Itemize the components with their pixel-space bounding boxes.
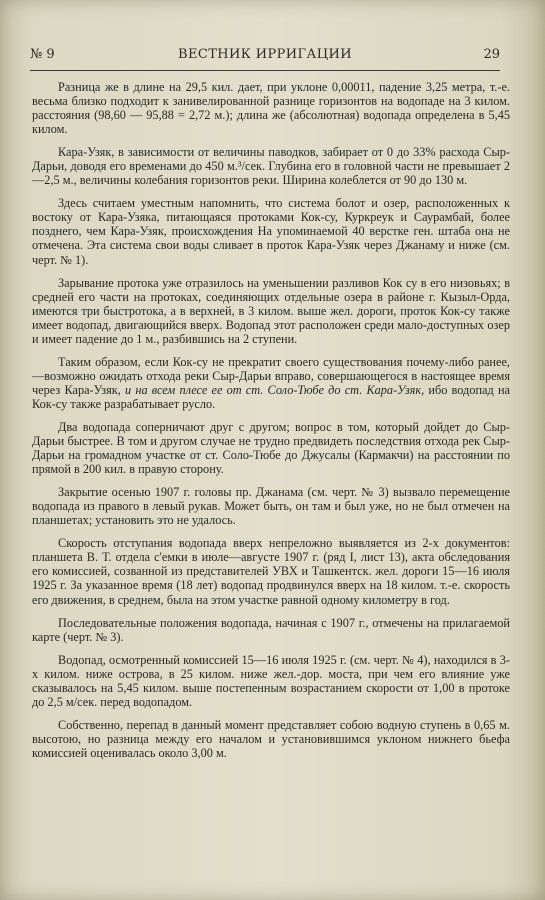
journal-title: ВЕСТНИК ИРРИГАЦИИ — [178, 47, 352, 62]
issue-number: № 9 — [30, 47, 55, 62]
paragraph: Закрытие осенью 1907 г. головы пр. Джанама (см. черт. № 3) вызвало перемещение водопада из правого в левый рукав. Может быть, он там и был уже, но не был отмечен на планшетах; установить это не удалось. — [32, 485, 510, 528]
paragraph-text: Таким образом, если Кок-су не прекратит своего существования почему-либо ранее,—возможно ожидать отхода реки Сыр-Дарьи вправо, совершающегося в настоящее время через Кара-Узяк, — [32, 354, 510, 397]
running-head — [30, 47, 500, 67]
paragraph: Здесь считаем уместным напомнить, что система болот и озер, расположенных к востоку от Кара-Узяка, питающаяся протоками Кок-су, Куркреук и Саурамбай, более позднего, чем Кара-Узяк, происхождения На упоминаемой 40 верстке ген. штаба она не отмечена. Эта система свои воды сливает в проток Кара-Узяк через Джанаму и ниже (см. черт. № 1). — [32, 196, 510, 267]
paragraph: Водопад, осмотренный комиссией 15—16 июля 1925 г. (см. черт. № 4), находился в 3-х килом. ниже острова, в 25 килом. ниже жел.-дор. моста, при чем его влияние уже сказывалось на 5,45 килом. выше постепенным возрастанием скорости от 1,00 в протоке до 2,5 м/сек. перед водопадом. — [32, 652, 510, 709]
paragraph — [32, 355, 510, 411]
paragraph-text: ибо водопад на Кок-су также разрабатывает русло. — [32, 382, 510, 411]
paragraph: Собственно, перепад в данный момент представляет собою водную ступень в 0,65 м. высотою, но разница между его началом и установившимся уклоном нижнего бьефа комиссией оценивалась около 3,00 м. — [32, 717, 510, 760]
paragraph: Зарывание протока уже отразилось на уменьшении разливов Кок су в его низовьях; в средней его части на протоках, соединяющих отдельные озера в районе г. Кызыл-Орда, имеются три быстротока, а в верхней, в 3 килом. выше жел. дороги, проток Кок-су также имеет водопад, двигающийся вверх. Водопад этот расположен среди мало-доступных озер и имеет падение до 1 м., разбившись на 2 ступени. — [32, 275, 510, 346]
article-body — [32, 80, 510, 769]
page-number: 29 — [483, 47, 500, 62]
header-rule — [30, 70, 500, 71]
paragraph: Два водопада соперничают друг с другом; вопрос в том, который дойдет до Сыр-Дарьи быстрее. В том и другом случае не трудно предвидеть последствия отхода рек Сыр-Дарьи на громадном участке от ст. Соло-Тюбе до Джусалы (Кармакчи) на расстоянии по прямой в 200 кил. в правую сторону. — [32, 419, 510, 477]
paragraph: Скорость отступания водопада вверх непреложно выявляется из 2-х документов: планшета В. Т. отдела с'емки в июле—августе 1907 г. (ряд I, лист 13), акта обследования его комиссией, созванной из представителей УВХ и Ташкентск. жел. дороги 15—16 июля 1925 г. За указанное время (18 лет) водопад продвинулся вверх на 18 килом. т.-е. скорость его движения, в среднем, была на этом участке равной одному километру в год. — [32, 536, 510, 607]
paragraph: Последовательные положения водопада, начиная с 1907 г., отмечены на прилагаемой карте (черт. № 3). — [32, 615, 510, 644]
paragraph: Разница же в длине на 29,5 кил. дает, при уклоне 0,00011, падение 3,25 метра, т.-е. весьма близко подходит к занивелированной разнице горизонтов на водопаде на 3 килом. расстояния (98,60 — 95,88 = 2,72 м.); длина же (абсолютная) водопада определена в 5,45 килом. — [32, 80, 510, 137]
italic-emphasis: и на всем плесе ее от ст. Соло-Тюбе до ст. Кара-Узяк, — [125, 382, 425, 397]
paragraph: Кара-Узяк, в зависимости от величины паводков, забирает от 0 до 33% расхода Сыр-Дарьи, доводя его временами до 450 м.³/сек. Глубина его в головной части не превышает 2—2,5 м., величины колебания горизонтов реки. Ширина колеблется от 90 до 130 м. — [32, 145, 510, 188]
